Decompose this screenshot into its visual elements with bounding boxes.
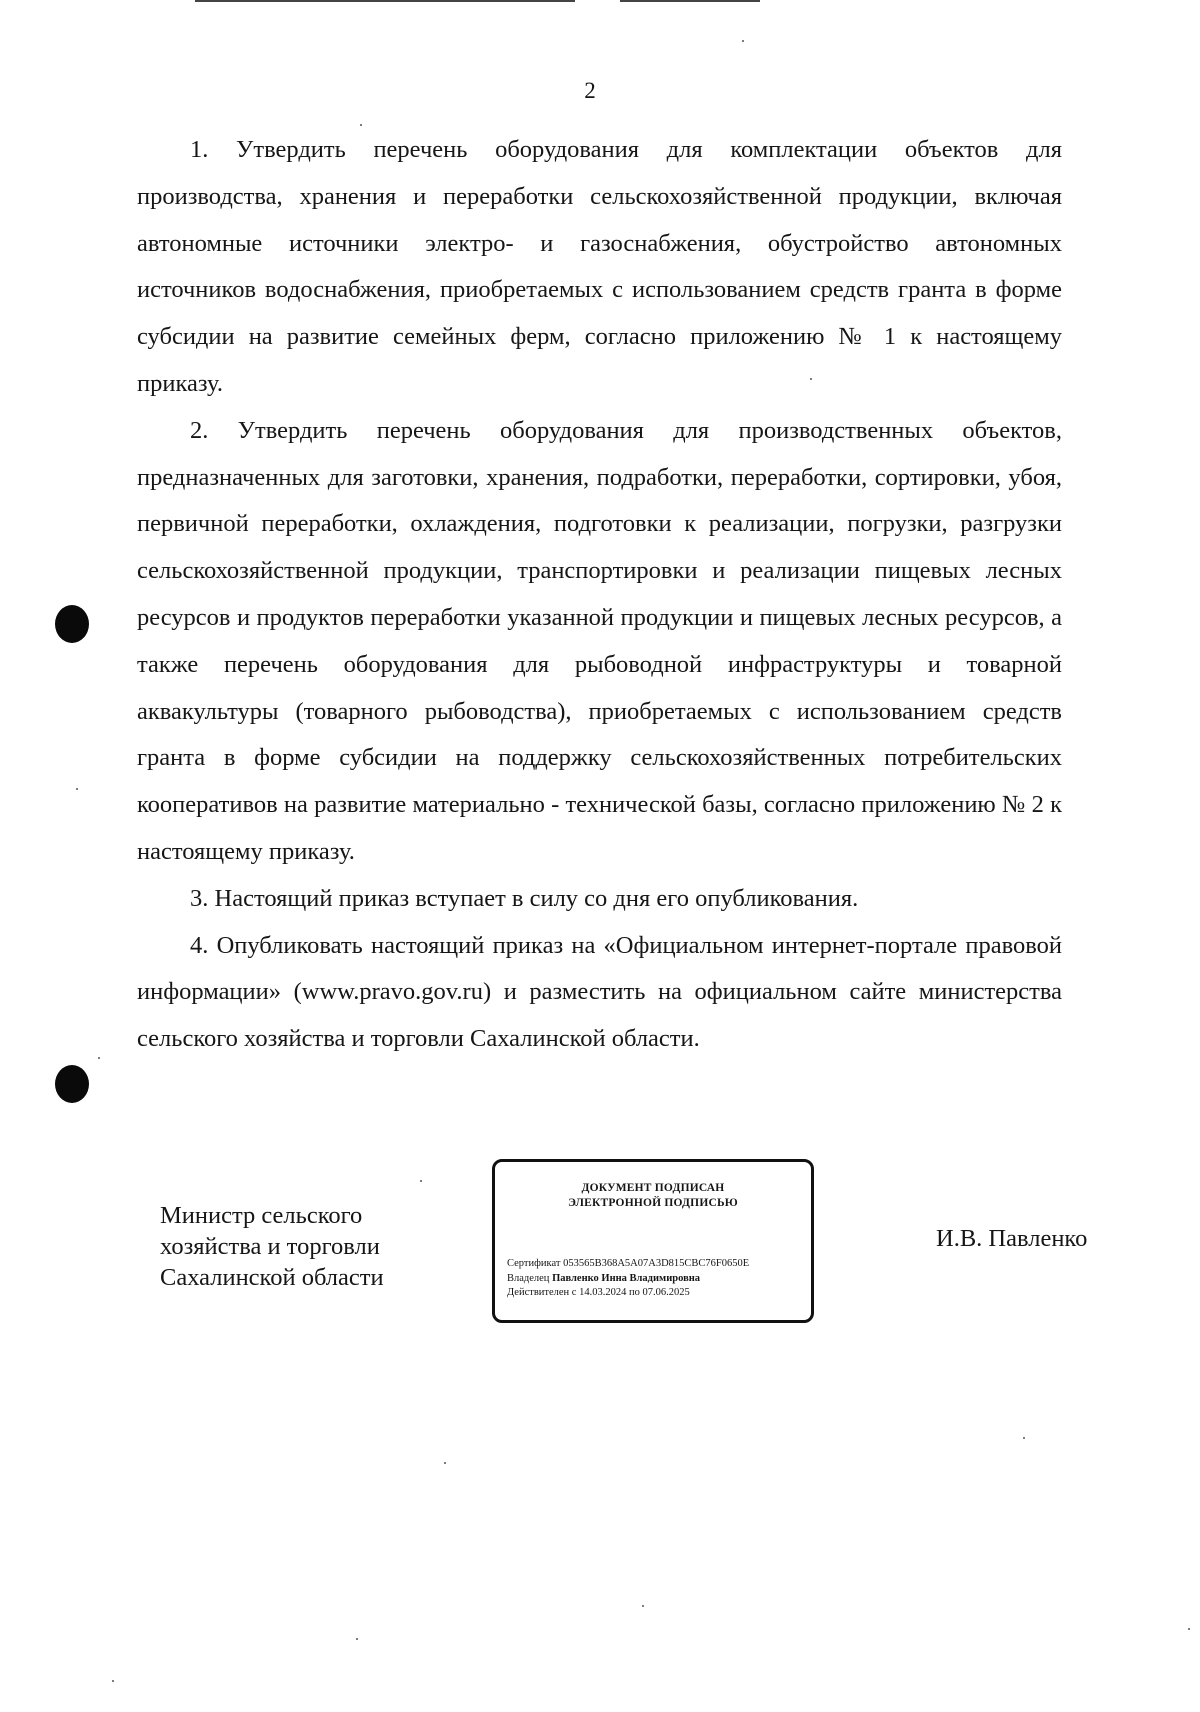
stamp-details — [507, 1257, 805, 1301]
page-number: 2 — [584, 78, 596, 103]
scan-speck — [742, 40, 744, 42]
stamp-owner-label: Владелец — [507, 1272, 550, 1284]
stamp-certificate: Сертификат 053565B368A5A07A3D815CBC76F0650E — [507, 1258, 750, 1269]
signer-name: И.В. Павленко — [936, 1225, 1088, 1252]
signatory-position — [160, 1200, 384, 1293]
stamp-title-line: ДОКУМЕНТ ПОДПИСАН — [581, 1182, 725, 1194]
punch-hole-mark — [55, 605, 89, 643]
scan-speck — [76, 788, 78, 790]
order-body — [137, 127, 1062, 1063]
paragraph-item-3: 3. Настоящий приказ вступает в силу со дня его опубликования. — [190, 884, 859, 912]
scan-speck — [98, 1057, 100, 1059]
punch-hole-mark — [55, 1065, 89, 1103]
paragraph-item-4: 4. Опубликовать настоящий приказ на «Официальном интернет-портале правовой информации» (www.pravo.gov.ru) и разместить на официальном сайте министерства сельского хозяйства и торговли Сахалинской области. — [137, 931, 1062, 1053]
position-line: Сахалинской области — [160, 1264, 384, 1291]
scan-edge-mark — [620, 0, 760, 2]
scan-speck — [420, 1180, 422, 1182]
paragraph-item-2: 2. Утвердить перечень оборудования для производственных объектов, предназначенных для заготовки, хранения, подработки, переработки, сортировки, убоя, первичной переработки, охлаждения, подготовки к реализации, погрузки, разгрузки сельскохозяйственной продукции, транспортировки и реализации пищевых лесных ресурсов и продуктов переработки указанной продукции и пищевых лесных ресурсов, а также перечень оборудования для рыбоводной инфраструктуры и товарной аквакультуры (товарного рыбоводства), приобретаемых с использованием средств гранта в форме субсидии на поддержку сельскохозяйственных потребительских кооперативов на развитие материально - технической базы, согласно приложению № 2 к настоящему приказу. — [137, 416, 1062, 865]
scan-edge-mark — [195, 0, 575, 2]
electronic-signature-stamp — [492, 1159, 814, 1323]
position-line: хозяйства и торговли — [160, 1233, 380, 1260]
scan-speck — [356, 1638, 358, 1640]
scan-speck — [444, 1462, 446, 1464]
scan-speck — [1023, 1437, 1025, 1439]
scan-speck — [360, 124, 362, 126]
position-line: Министр сельского — [160, 1202, 363, 1229]
stamp-validity: Действителен с 14.03.2024 по 07.06.2025 — [507, 1287, 690, 1298]
stamp-title-line: ЭЛЕКТРОННОЙ ПОДПИСЬЮ — [568, 1197, 738, 1209]
stamp-owner-name: Павленко Инна Владимировна — [552, 1272, 701, 1284]
paragraph-item-1: 1. Утвердить перечень оборудования для комплектации объектов для производства, хранения и переработки сельскохозяйственной продукции, включая автономные источники электро- и газоснабжения, обустройство автономных источников водоснабжения, приобретаемых с использованием средств гранта в форме субсидии на развитие семейных ферм, согласно приложению № 1 к настоящему приказу. — [137, 136, 1062, 397]
stamp-owner — [507, 1272, 805, 1287]
scan-speck — [642, 1605, 644, 1607]
scan-speck — [112, 1680, 114, 1682]
scan-speck — [1188, 1628, 1190, 1630]
scan-speck — [810, 378, 812, 380]
stamp-title — [495, 1181, 811, 1211]
